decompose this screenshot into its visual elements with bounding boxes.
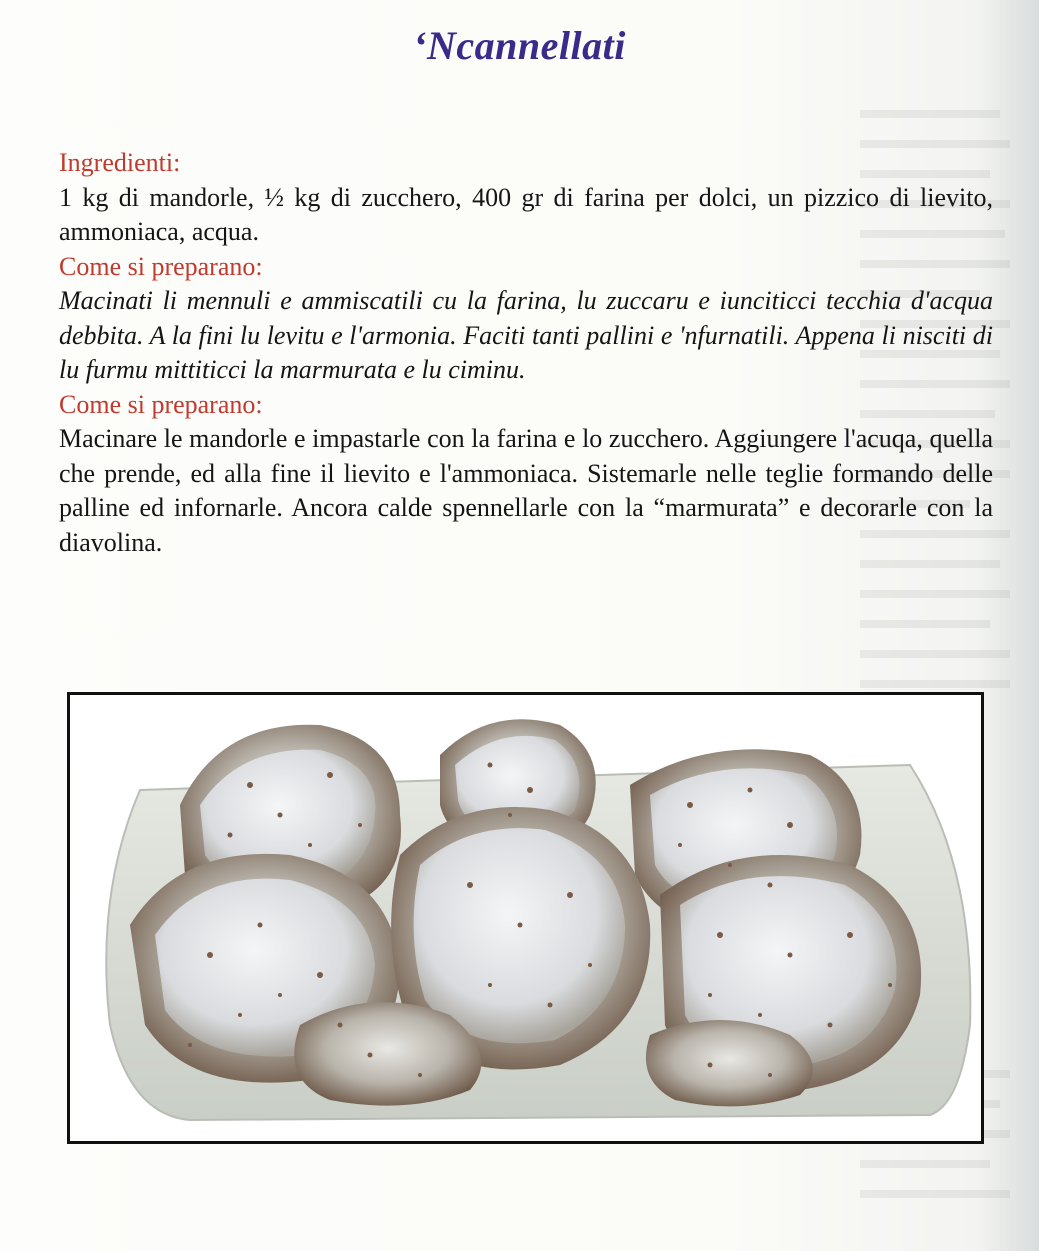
preparation-dialect-label: Come si preparano: xyxy=(59,251,263,281)
cookies xyxy=(130,719,921,1106)
cookies-photo-illustration xyxy=(70,695,981,1141)
recipe-photo xyxy=(67,692,984,1144)
recipe-body xyxy=(59,146,993,560)
ingredients-text: 1 kg di mandorle, ½ kg di zucchero, 400 gr di farina per dolci, un pizzico di lievito, ammoniaca, acqua. xyxy=(59,182,993,246)
ingredients-label: Ingredienti: xyxy=(59,148,181,177)
preparation-italian-text: Macinare le mandorle e impastarle con la farina e lo zucchero. Aggiungere l'acuqa, quella che prende, ed alla fine il lievito e l'ammoniaca. Sistemarle nelle teglie formando delle palline ed infornarle. Ancora calde spennellarle con la “marmurata” e decorarle con la diavolina. xyxy=(59,424,993,557)
preparation-italian-label: Come si preparano: xyxy=(59,389,263,419)
preparation-dialect-text: Macinati li mennuli e ammiscatili cu la farina, lu zuccaru e iunciticci tecchia d'acqua debbita. A la fini lu levitu e l'armonia. Faciti tanti pallini e 'nfurnatili. Appena li nisciti di lu furmu mittiticci la marmurata e lu ciminu. xyxy=(59,286,993,384)
recipe-title: ‘Ncannellati xyxy=(413,23,626,68)
